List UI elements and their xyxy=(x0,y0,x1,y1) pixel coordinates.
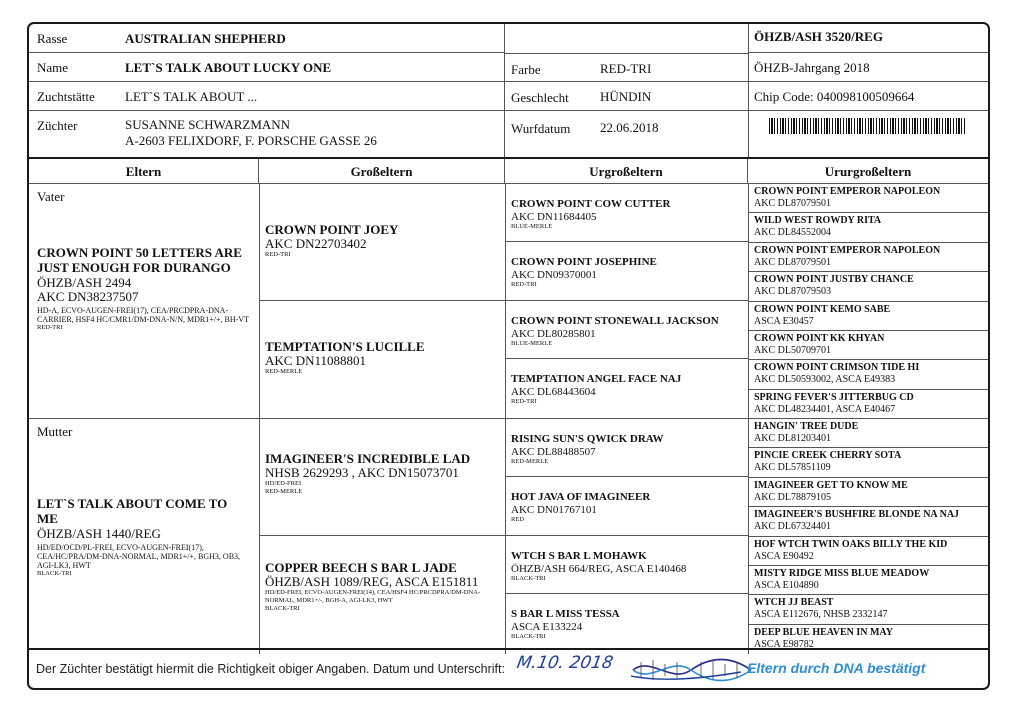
dam-health: HD/ED/OCD/PL-FREI, ECVO-AUGEN-FREI(17), CEA/HC/PRA/DM-DNA-NORMAL, MDR1+/+, BGH3, OB3, AGI-LK3, HWT xyxy=(37,543,241,570)
name-label: Name xyxy=(37,60,69,75)
ggp-color: RED-TRI xyxy=(511,281,537,288)
breed-label: Rasse xyxy=(37,31,68,46)
gggp-name: CROWN POINT KEMO SABE xyxy=(754,304,891,315)
gggp-reg: AKC DL81203401 xyxy=(754,433,831,444)
sire-cell xyxy=(29,184,259,419)
breed-row xyxy=(29,24,504,53)
ggp-name: S BAR L MISS TESSA xyxy=(511,608,620,620)
ggp-name: HOT JAVA OF IMAGINEER xyxy=(511,491,651,503)
breeder-row xyxy=(29,111,504,157)
gggp-reg: ASCA E30457 xyxy=(754,316,814,327)
grandparent-name: TEMPTATION'S LUCILLE xyxy=(265,339,425,354)
dam-name: LET`S TALK ABOUT COME TO ME xyxy=(37,496,228,526)
gggp-name: HOF WTCH TWIN OAKS BILLY THE KID xyxy=(754,539,948,550)
great-grandparent-cell xyxy=(506,184,748,242)
gggp-reg: ASCA E98782 xyxy=(754,639,814,650)
ggp-color: RED-MERLE xyxy=(511,458,549,465)
ggp-reg: AKC DN09370001 xyxy=(511,269,597,281)
gggp-reg: ASCA E90492 xyxy=(754,551,814,562)
dna-confirmation: Eltern durch DNA bestätigt xyxy=(747,660,926,676)
ggp-reg: AKC DN01767101 xyxy=(511,504,597,516)
gggp-name: MISTY RIDGE MISS BLUE MEADOW xyxy=(754,568,930,579)
grandparent-color: RED-TRI xyxy=(265,251,291,258)
gggp-name: PINCIE CREEK CHERRY SOTA xyxy=(754,450,902,461)
ggp-reg: ASCA E133224 xyxy=(511,621,583,633)
chip-row xyxy=(749,82,988,111)
gggp-cell xyxy=(749,507,988,537)
breed-value: AUSTRALIAN SHEPHERD xyxy=(125,31,286,46)
gggp-reg: AKC DL50709701 xyxy=(754,345,831,356)
pedigree-certificate xyxy=(27,22,990,690)
grandparent-cell xyxy=(260,536,505,654)
kennel-row xyxy=(29,82,504,111)
ggp-color: BLUE-MERLE xyxy=(511,223,553,230)
ggp-name: TEMPTATION ANGEL FACE NAJ xyxy=(511,373,682,385)
gggp-name: IMAGINEER GET TO KNOW ME xyxy=(754,480,908,491)
gggp-reg: AKC DL48234401, ASCA E40467 xyxy=(754,404,896,415)
color-label: Farbe xyxy=(511,62,541,77)
gggp-reg: AKC DL78879105 xyxy=(754,492,831,503)
gggp-reg: AKC DL50593002, ASCA E49383 xyxy=(754,374,896,385)
col-gggp-header: Ururgroßeltern xyxy=(748,159,988,184)
grandparent-reg: NHSB 2629293 , AKC DN15073701 xyxy=(265,465,459,480)
ggp-reg: AKC DN11684405 xyxy=(511,211,597,223)
ggp-name: CROWN POINT JOSEPHINE xyxy=(511,256,657,268)
gggp-reg: AKC DL87079501 xyxy=(754,198,831,209)
gggp-name: HANGIN' TREE DUDE xyxy=(754,421,859,432)
gggp-cell xyxy=(749,331,988,360)
grandparent-name: IMAGINEER'S INCREDIBLE LAD xyxy=(265,451,471,466)
studbook-year: ÖHZB-Jahrgang 2018 xyxy=(754,60,870,75)
gggp-reg: AKC DL87079503 xyxy=(754,286,831,297)
gggp-name: WTCH JJ BEAST xyxy=(754,597,834,608)
dam-color: BLACK-TRI xyxy=(37,570,72,577)
sire-color: RED-TRI xyxy=(37,324,63,331)
color-value: RED-TRI xyxy=(600,61,652,76)
sire-reg: ÖHZB/ASH 2494 xyxy=(37,275,132,290)
breeder-label: Züchter xyxy=(37,118,78,133)
ggp-reg: AKC DL68443604 xyxy=(511,386,596,398)
great-grandparent-cell xyxy=(506,594,748,654)
gggp-reg: AKC DL67324401 xyxy=(754,521,831,532)
great-grandparent-cell xyxy=(506,242,748,301)
gggp-reg: ASCA E104890 xyxy=(754,580,819,591)
great-grandparent-cell xyxy=(506,419,748,477)
gggp-cell xyxy=(749,390,988,419)
ggp-reg: ÖHZB/ASH 664/REG, ASCA E140468 xyxy=(511,563,687,575)
gggp-name: CROWN POINT EMPEROR NAPOLEON xyxy=(754,186,941,197)
gggp-name: CROWN POINT CRIMSON TIDE HI xyxy=(754,362,920,373)
dog-name: LET`S TALK ABOUT LUCKY ONE xyxy=(125,60,332,75)
kennel-value: LET`S TALK ABOUT ... xyxy=(125,89,258,104)
sex-label: Geschlecht xyxy=(511,90,569,105)
grandparent-health: HD/ED-FREI xyxy=(265,480,302,487)
mid-empty xyxy=(505,24,748,53)
grandparent-color: RED-MERLE xyxy=(265,368,303,375)
gggp-name: WILD WEST ROWDY RITA xyxy=(754,215,882,226)
dam-label: Mutter xyxy=(37,424,73,439)
gggp-name: IMAGINEER'S BUSHFIRE BLONDE NA NAJ xyxy=(754,509,960,520)
gggp-cell xyxy=(749,566,988,595)
gggp-reg: AKC DL87079501 xyxy=(754,257,831,268)
sire-health: HD-A, ECVO-AUGEN-FREI(17), CEA/PRCDPRA-DNA-CARRIER, HSF4 HC/CMR1/DM-DNA-N/N, MDR1+/+, BH-VT xyxy=(37,306,249,324)
grandparent-name: COPPER BEECH S BAR L JADE xyxy=(265,560,457,575)
gggp-cell xyxy=(749,360,988,390)
color-row xyxy=(505,53,748,82)
birth-row xyxy=(505,111,748,157)
ggp-color: BLACK-TRI xyxy=(511,575,546,582)
col-grandparents-header: Großeltern xyxy=(259,159,505,184)
sire-label: Vater xyxy=(37,189,65,204)
sire-name: CROWN POINT 50 LETTERS ARE JUST ENOUGH FOR DURANGO xyxy=(37,245,242,275)
ggp-color: RED xyxy=(511,516,524,523)
reg-row xyxy=(749,24,988,53)
sire-reg-akc: AKC DN38237507 xyxy=(37,289,139,304)
barcode-icon xyxy=(769,118,967,134)
gggp-cell xyxy=(749,302,988,331)
sex-value: HÜNDIN xyxy=(600,89,652,104)
name-row xyxy=(29,53,504,82)
birth-date: 22.06.2018 xyxy=(600,120,659,135)
grandparent-name: CROWN POINT JOEY xyxy=(265,222,399,237)
chip-code: Chip Code: 040098100509664 xyxy=(754,89,915,104)
gggp-cell xyxy=(749,243,988,272)
col-parents-header: Eltern xyxy=(29,159,259,184)
gggp-reg: AKC DL57851109 xyxy=(754,462,831,473)
ggp-name: CROWN POINT COW CUTTER xyxy=(511,198,671,210)
ggp-color: BLUE-MERLE xyxy=(511,340,553,347)
grandparent-health: HD/ED-FREI, ECVO-AUGEN-FREI(14), CEA/HSF4 HC/PRCDPRA/DM-DNA-NORMAL, MDR1+/-, BGH-A, AGI-LK3, HWT xyxy=(265,589,481,604)
gggp-cell xyxy=(749,448,988,478)
gggp-name: SPRING FEVER'S JITTERBUG CD xyxy=(754,392,914,403)
gggp-cell xyxy=(749,537,988,566)
gggp-reg: ASCA E112676, NHSB 2332147 xyxy=(754,609,888,620)
gggp-name: DEEP BLUE HEAVEN IN MAY xyxy=(754,627,893,638)
ggp-name: RISING SUN'S QWICK DRAW xyxy=(511,433,664,445)
gggp-reg: AKC DL84552004 xyxy=(754,227,831,238)
gggp-cell xyxy=(749,595,988,625)
gggp-name: CROWN POINT KK KHYAN xyxy=(754,333,885,344)
gggp-cell xyxy=(749,184,988,213)
ggp-name: CROWN POINT STONEWALL JACKSON xyxy=(511,315,719,327)
great-grandparent-cell xyxy=(506,359,748,419)
dam-reg: ÖHZB/ASH 1440/REG xyxy=(37,526,161,541)
birth-label: Wurfdatum xyxy=(511,121,571,136)
ggp-color: RED-TRI xyxy=(511,398,537,405)
certificate-header xyxy=(29,24,988,157)
registration-number: ÖHZB/ASH 3520/REG xyxy=(754,29,883,44)
grandparent-cell xyxy=(260,419,505,536)
kennel-label: Zuchtstätte xyxy=(37,89,95,104)
footer xyxy=(29,648,988,688)
ggp-reg: AKC DL88488507 xyxy=(511,446,596,458)
great-grandparent-cell xyxy=(506,536,748,594)
gggp-name: CROWN POINT EMPEROR NAPOLEON xyxy=(754,245,941,256)
sex-row xyxy=(505,82,748,111)
grandparent-cell xyxy=(260,301,505,419)
grandparent-color: RED-MERLE xyxy=(265,488,303,495)
dam-cell xyxy=(29,419,259,654)
gggp-cell xyxy=(749,213,988,243)
gggp-cell xyxy=(749,478,988,507)
gggp-cell xyxy=(749,419,988,448)
barcode-row xyxy=(749,111,988,157)
grandparent-cell xyxy=(260,184,505,301)
grandparent-reg: AKC DN11088801 xyxy=(265,353,366,368)
ggp-color: BLACK-TRI xyxy=(511,633,546,640)
gggp-cell xyxy=(749,272,988,302)
grandparent-reg: AKC DN22703402 xyxy=(265,236,367,251)
breeder-confirmation: Der Züchter bestätigt hiermit die Richtigkeit obiger Angaben. Datum und Unterschrift: xyxy=(36,662,505,676)
breeder-name: SUSANNE SCHWARZMANN xyxy=(125,117,291,132)
ggp-reg: AKC DL80285801 xyxy=(511,328,596,340)
col-greatgrandparents-header: Urgroßeltern xyxy=(505,159,748,184)
great-grandparent-cell xyxy=(506,477,748,536)
grandparent-reg: ÖHZB/ASH 1089/REG, ASCA E151811 xyxy=(265,574,479,589)
ggp-name: WTCH S BAR L MOHAWK xyxy=(511,550,647,562)
gggp-name: CROWN POINT JUSTBY CHANCE xyxy=(754,274,914,285)
signature-date: M.10. 2018 xyxy=(515,653,615,673)
breeder-address: A-2603 FELIXDORF, F. PORSCHE GASSE 26 xyxy=(125,133,377,148)
year-row xyxy=(749,53,988,82)
great-grandparent-cell xyxy=(506,301,748,359)
grandparent-color: BLACK-TRI xyxy=(265,605,300,612)
